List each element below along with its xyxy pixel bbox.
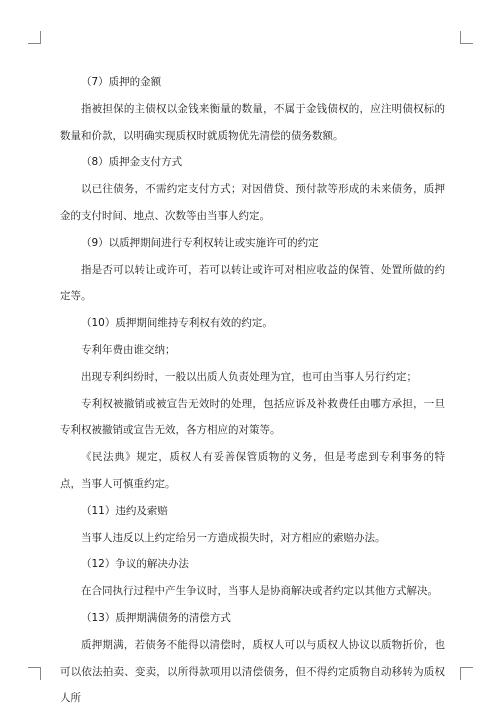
heading-12-dispute-resolution: （12）争议的解决办法: [81, 558, 189, 571]
paragraph: 当事人违反以上约定给另一方造成损失时，对方相应的索赔办法。: [81, 531, 386, 544]
paragraph: 专利权被撤销或被宣告无效时的处理，包括应诉及补救费任由哪方承担，一旦专利权被撤销或宣告无效，各方相应的对策等。: [60, 397, 445, 437]
heading-13-repayment-method: （13）质押期满债务的清偿方式: [81, 611, 231, 624]
paragraph: 指是否可以转让或许可，若可以转让或许可对相应收益的保管、处置所做的约定等。: [60, 263, 445, 303]
heading-8-payment-method: （8）质押金支付方式: [81, 156, 183, 169]
heading-11-breach-claims: （11）违约及索赔: [81, 504, 168, 517]
heading-7-pledge-amount: （7）质押的金额: [81, 76, 162, 88]
paragraph: 以已往债务，不需约定支付方式；对因借贷、预付款等形成的未来债务，质押金的支付时间、地点、次数等由当事人约定。: [60, 183, 445, 222]
crop-mark-bottom-right: [460, 667, 473, 680]
heading-10-maintain-validity: （10）质押期间维持专利权有效的约定。: [81, 317, 273, 330]
paragraph: 质押期满，若债务不能得以清偿时，质权人可以与质权人协议以质物折价，也可以依法拍卖、变卖，以所得款项用以清偿债务，但不得约定质物自动移转为质权人所: [60, 638, 445, 705]
paragraph: 《民法典》规定，质权人有妥善保管质物的义务，但是考虑到专利事务的特点，当事人可慎重约定。: [60, 451, 445, 490]
paragraph: 出现专利纠纷时，一般以出质人负责处理为宜，也可由当事人另行约定；: [81, 370, 417, 383]
document-body: [60, 69, 445, 712]
crop-mark-bottom-left: [28, 667, 41, 680]
crop-mark-top-right: [460, 31, 473, 44]
paragraph: 专利年费由谁交纳；: [81, 343, 176, 356]
heading-9-transfer-license: （9）以质押期间进行专利权转让或实施许可的约定: [81, 236, 319, 249]
paragraph: 指被担保的主债权以金钱来衡量的数量，不属于金钱债权的，应注明债权标的数量和价款，以明确实现质权时就质物优先清偿的债务数额。: [60, 102, 445, 142]
paragraph: 在合同执行过程中产生争议时，当事人是协商解决或者约定以其他方式解决。: [81, 585, 438, 598]
crop-mark-top-left: [28, 31, 41, 44]
